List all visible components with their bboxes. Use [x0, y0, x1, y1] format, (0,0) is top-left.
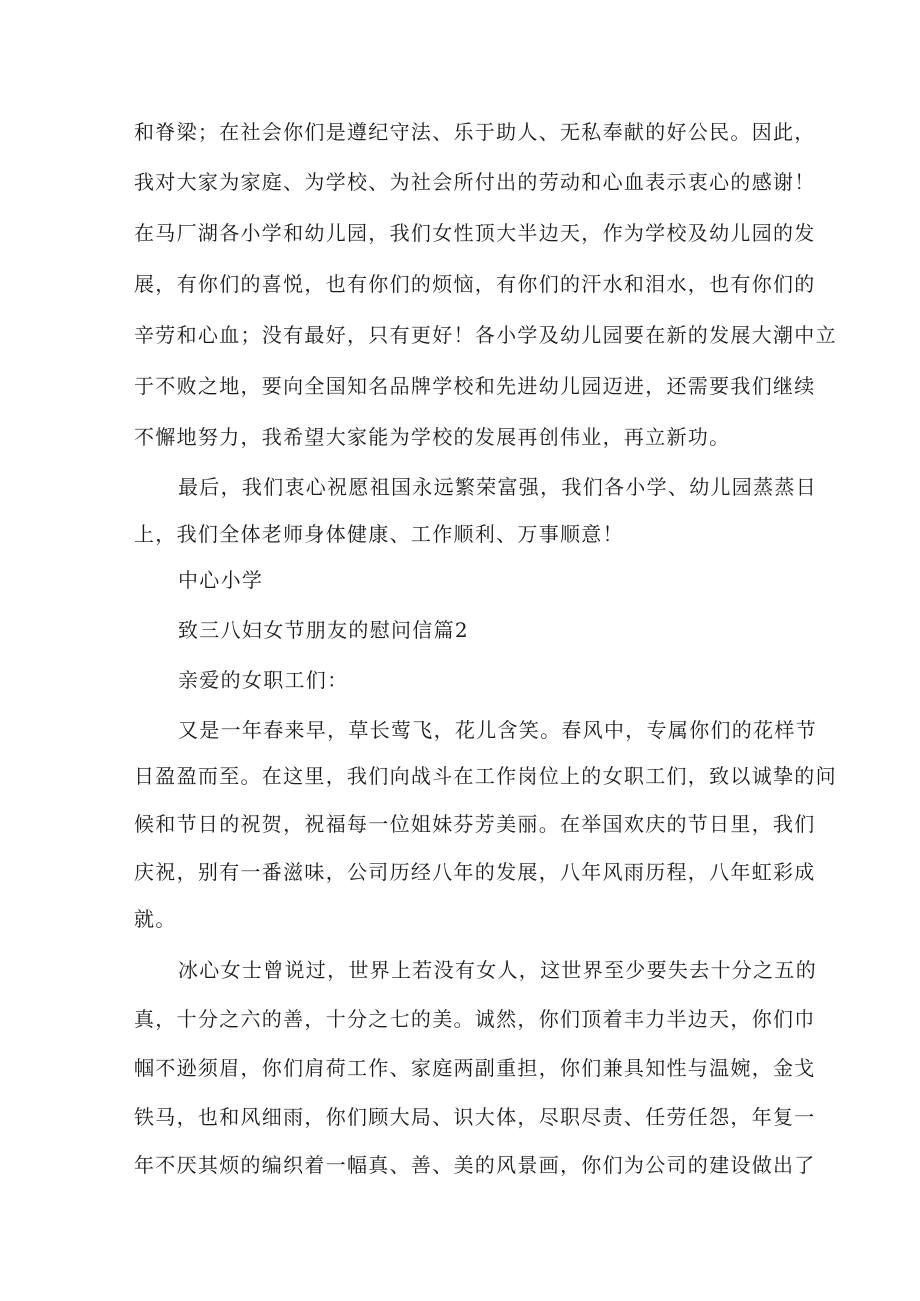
body-text-line: 和脊梁；在社会你们是遵纪守法、乐于助人、无私奉献的好公民。因此，	[134, 120, 816, 144]
section-heading: 致三八妇女节朋友的慰问信篇2	[178, 618, 469, 642]
body-text-line: 铁马，也和风细雨，你们顾大局、识大体，尽职尽责、任劳任怨，年复一	[134, 1105, 816, 1129]
body-text-line: 候和节日的祝贺，祝福每一位姐妹芬芳美丽。在举国欢庆的节日里，我们	[134, 812, 816, 836]
body-text-line: 上，我们全体老师身体健康、工作顺利、万事顺意！	[134, 522, 624, 546]
body-text-line: 在马厂湖各小学和幼儿园，我们女性顶大半边天，作为学校及幼儿园的发	[134, 221, 816, 245]
body-text-line: 辛劳和心血；没有最好，只有更好！各小学及幼儿园要在新的发展大潮中立	[134, 323, 837, 347]
salutation-line: 亲爱的女职工们：	[178, 668, 349, 692]
body-text-line: 我对大家为家庭、为学校、为社会所付出的劳动和心血表示衷心的感谢！	[134, 170, 816, 194]
body-text-line: 庆祝，别有一番滋味，公司历经八年的发展，八年风雨历程，八年虹彩成	[134, 860, 816, 884]
body-text-line: 展，有你们的喜悦，也有你们的烦恼，有你们的汗水和泪水，也有你们的	[134, 272, 816, 296]
body-text-line: 于不败之地，要向全国知名品牌学校和先进幼儿园迈进，还需要我们继续	[134, 374, 816, 398]
body-text-line: 年不厌其烦的编织着一幅真、善、美的风景画，你们为公司的建设做出了	[134, 1153, 816, 1177]
signature-line: 中心小学	[178, 568, 264, 592]
paragraph-start-line: 又是一年春来早，草长莺飞，花儿含笑。春风中，专属你们的花样节	[178, 718, 817, 742]
body-text-line: 不懈地努力，我希望大家能为学校的发展再创伟业，再立新功。	[134, 425, 731, 449]
body-text-line: 真，十分之六的善，十分之七的美。诚然，你们顶着丰力半边天，你们巾	[134, 1007, 816, 1031]
paragraph-start-line: 冰心女士曾说过，世界上若没有女人，这世界至少要失去十分之五的	[178, 958, 817, 982]
body-text-line: 就。	[134, 907, 177, 931]
body-text-line: 帼不逊须眉，你们肩荷工作、家庭两副重担，你们兼具知性与温婉，金戈	[134, 1056, 816, 1080]
paragraph-start-line: 最后，我们衷心祝愿祖国永远繁荣富强，我们各小学、幼儿园蒸蒸日	[178, 475, 817, 499]
body-text-line: 日盈盈而至。在这里，我们向战斗在工作岗位上的女职工们，致以诚挚的问	[134, 764, 837, 788]
